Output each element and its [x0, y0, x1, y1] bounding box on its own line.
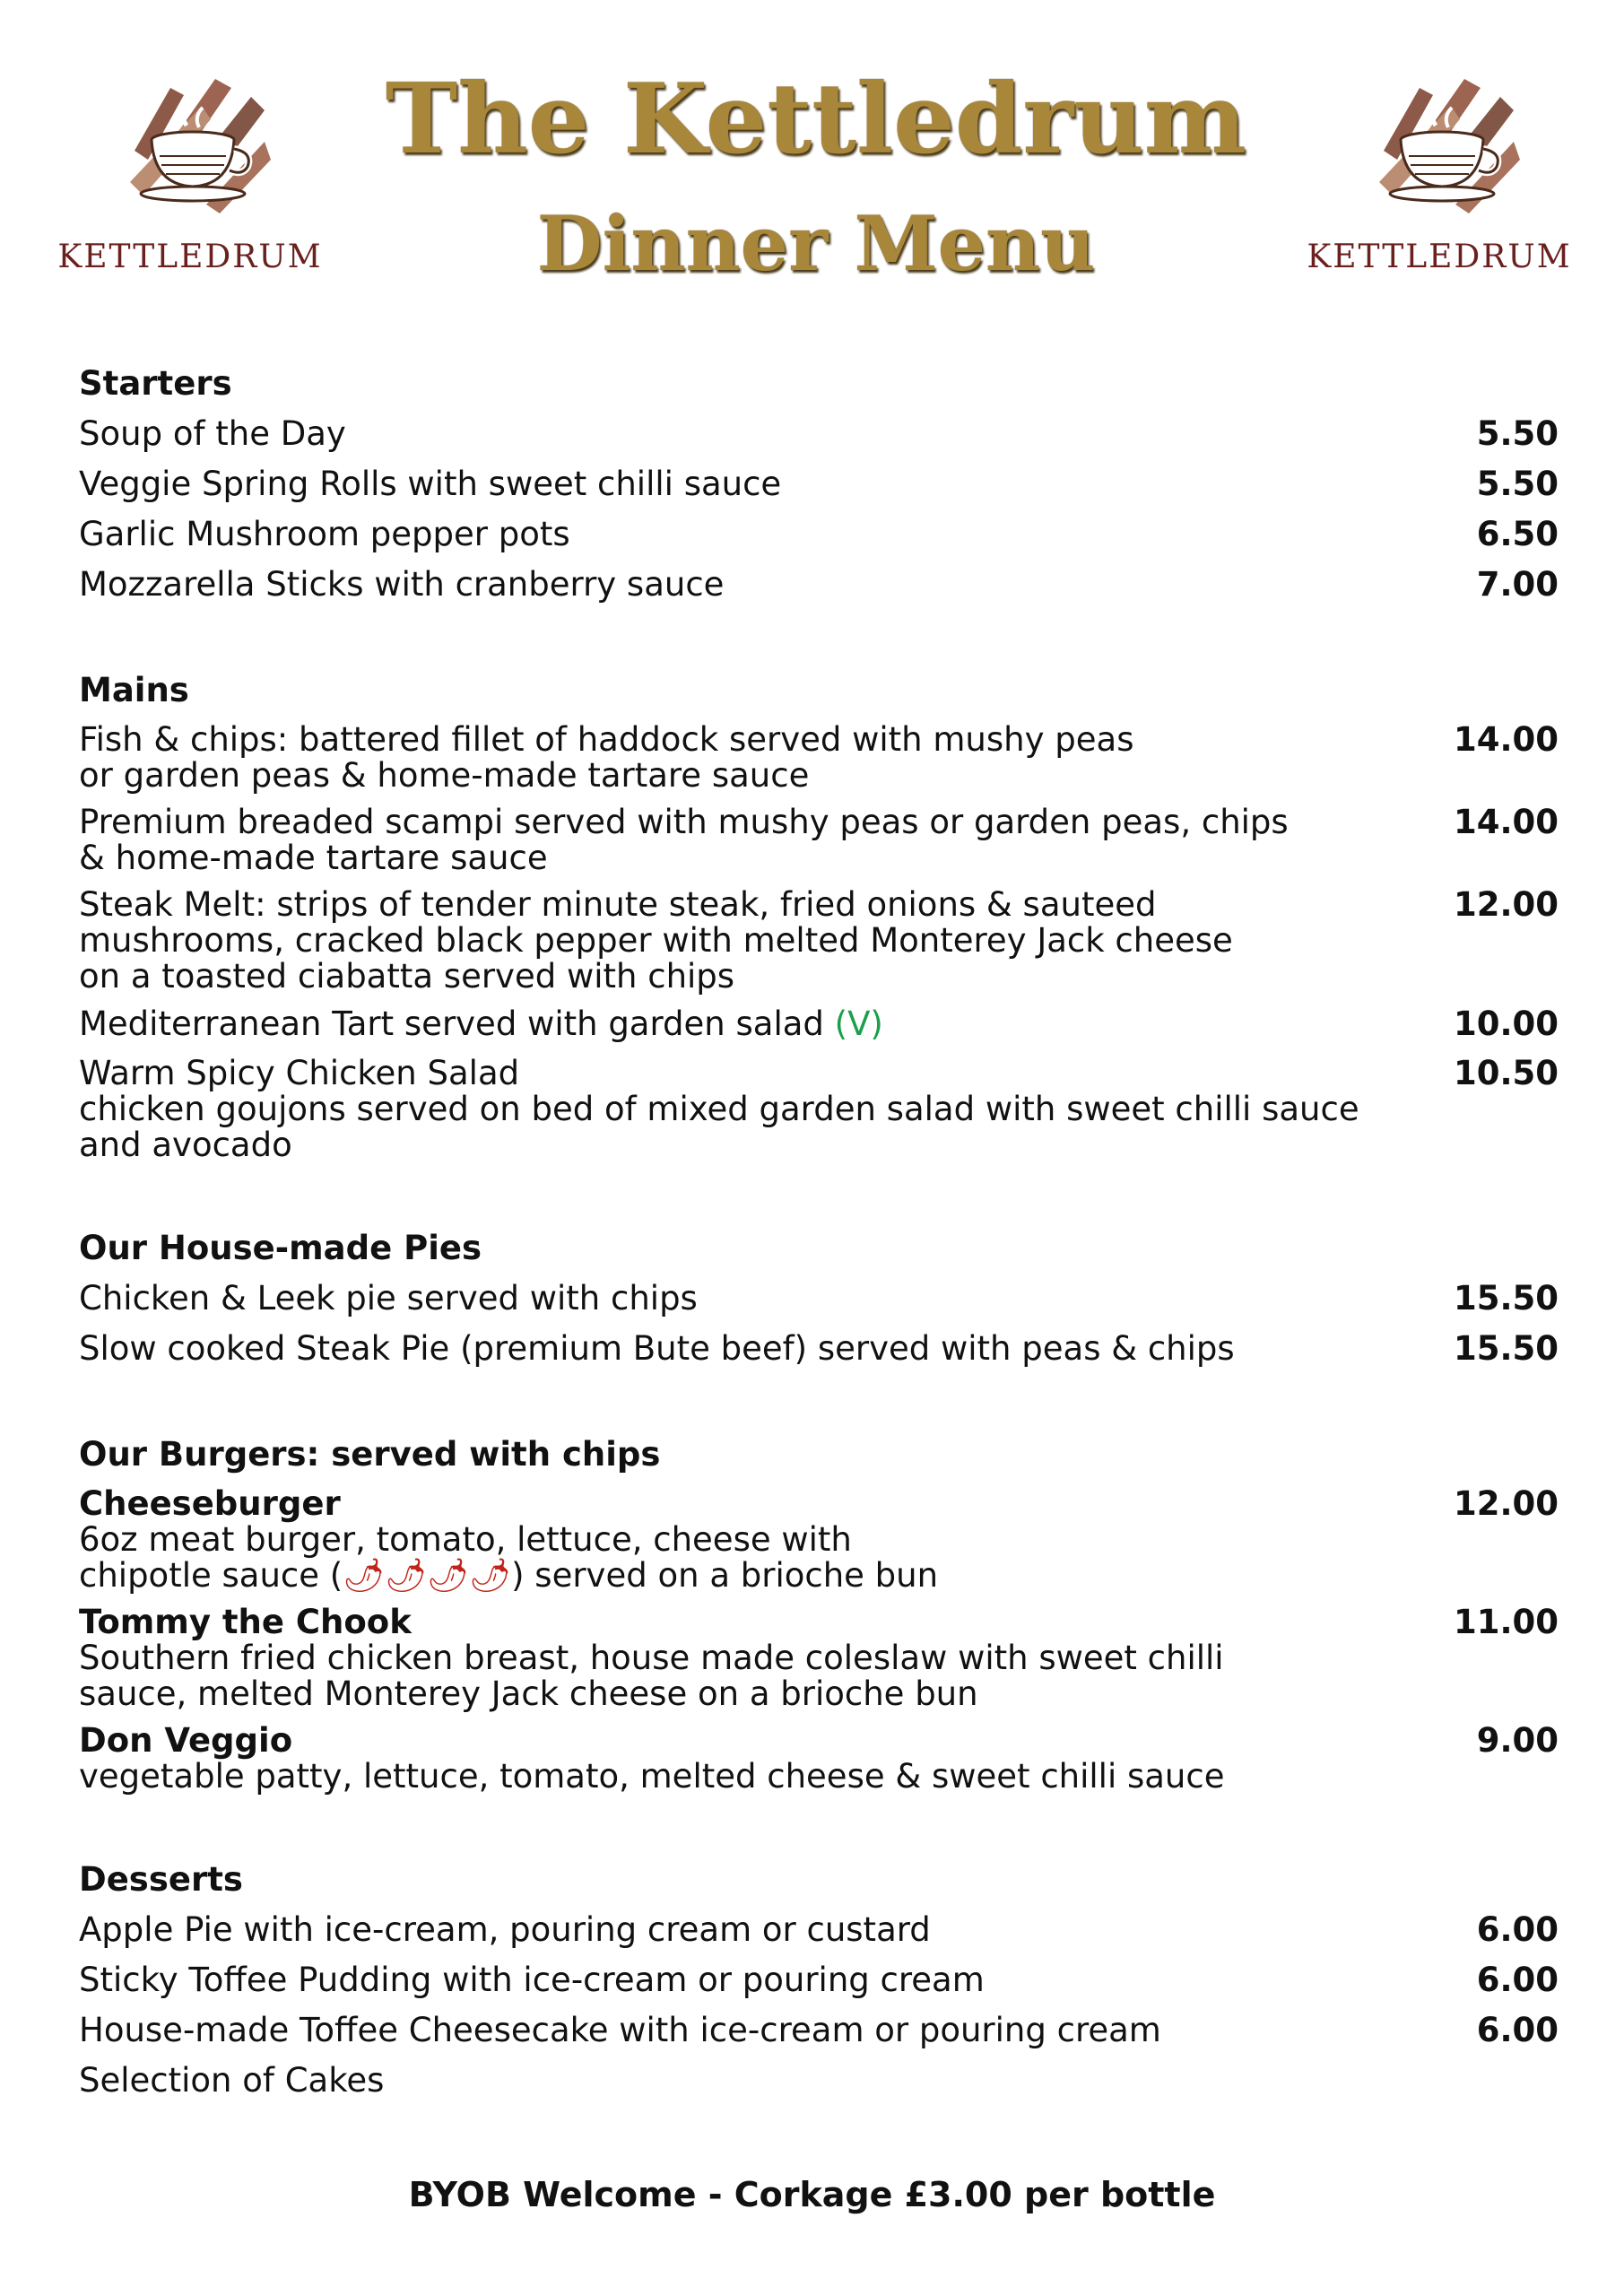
- item-price: 5.50: [1476, 465, 1559, 503]
- item-name: Cheeseburger: [79, 1484, 341, 1523]
- item-name: Soup of the Day: [79, 414, 346, 453]
- item-line: ) served on a brioche bun: [511, 1556, 939, 1595]
- menu-item: [79, 509, 1559, 560]
- menu-item: [79, 560, 1559, 610]
- item-name: Sticky Toffee Pudding with ice-cream or pouring cream: [79, 1961, 985, 1999]
- menu-item: [79, 1324, 1559, 1374]
- item-name: Veggie Spring Rolls with sweet chilli sauce: [79, 465, 782, 503]
- page-title: The Kettledrum: [385, 63, 1247, 176]
- menu-item: [79, 1955, 1559, 2005]
- item-line: mushrooms, cracked black pepper with melted Monterey Jack cheese: [79, 921, 1233, 960]
- section-title: Starters: [79, 364, 232, 403]
- item-name: Garlic Mushroom pepper pots: [79, 515, 570, 553]
- item-name: Mozzarella Sticks with cranberry sauce: [79, 565, 725, 604]
- item-price: 12.00: [1453, 885, 1559, 924]
- coffee-cup-icon: [117, 70, 274, 218]
- chilli-icon: 🌶🌶🌶🌶: [343, 1556, 512, 1595]
- item-line: or garden peas & home-made tartare sauce: [79, 756, 810, 795]
- item-price: 10.50: [1453, 1054, 1559, 1092]
- item-name: Apple Pie with ice-cream, pouring cream or custard: [79, 1910, 931, 1949]
- logo-text: KETTLEDRUM: [1307, 239, 1572, 275]
- item-line: chicken goujons served on bed of mixed garden salad with sweet chilli sauce: [79, 1090, 1359, 1128]
- menu-body: [79, 359, 1559, 2106]
- menu-item: [79, 1480, 1559, 1598]
- item-line: sauce, melted Monterey Jack cheese on a brioche bun: [79, 1674, 978, 1713]
- item-line: Premium breaded scampi served with mushy peas or garden peas, chips: [79, 803, 1289, 841]
- logo-right: [1305, 70, 1574, 285]
- item-name: Tommy the Chook: [79, 1603, 412, 1641]
- item-price: 14.00: [1453, 803, 1559, 841]
- section-title: Mains: [79, 671, 189, 709]
- logo-text: KETTLEDRUM: [57, 239, 323, 275]
- item-price: 11.00: [1453, 1603, 1559, 1641]
- item-line: 6oz meat burger, tomato, lettuce, cheese with: [79, 1520, 852, 1559]
- menu-item: [79, 459, 1559, 509]
- item-line: vegetable patty, lettuce, tomato, melted cheese & sweet chilli sauce: [79, 1757, 1225, 1796]
- menu-item: [79, 881, 1559, 999]
- section-mains: [79, 665, 1559, 1168]
- item-price: 6.00: [1476, 2011, 1559, 2049]
- item-line: Fish & chips: battered fillet of haddock served with mushy peas: [79, 720, 1134, 759]
- item-name: Selection of Cakes: [79, 2061, 385, 2100]
- item-price: 6.00: [1476, 1910, 1559, 1949]
- item-line: Warm Spicy Chicken Salad: [79, 1054, 520, 1092]
- section-title: Our House-made Pies: [79, 1229, 482, 1267]
- footer-note: BYOB Welcome - Corkage £3.00 per bottle: [408, 2175, 1216, 2214]
- menu-item: [79, 1598, 1559, 1717]
- item-name: Don Veggio: [79, 1721, 293, 1760]
- item-name: Slow cooked Steak Pie (premium Bute beef) served with peas & chips: [79, 1329, 1235, 1368]
- menu-item: [79, 1717, 1559, 1799]
- logo-left: [56, 70, 325, 285]
- item-line: chipotle sauce (: [79, 1556, 343, 1595]
- menu-item: [79, 2056, 1559, 2106]
- item-price: 10.00: [1453, 1004, 1559, 1043]
- menu-item: [79, 2005, 1559, 2056]
- section-title: Desserts: [79, 1860, 243, 1899]
- section-pies: [79, 1223, 1559, 1374]
- item-price: 7.00: [1476, 565, 1559, 604]
- item-price: 6.00: [1476, 1961, 1559, 1999]
- item-price: 9.00: [1476, 1721, 1559, 1760]
- item-name: House-made Toffee Cheesecake with ice-cream or pouring cream: [79, 2011, 1161, 2049]
- menu-item: [79, 716, 1559, 798]
- coffee-cup-icon: [1366, 70, 1523, 218]
- menu-item: [79, 409, 1559, 459]
- section-title: Our Burgers: served with chips: [79, 1435, 661, 1474]
- item-price: 5.50: [1476, 414, 1559, 453]
- section-burgers: [79, 1430, 1559, 1799]
- section-desserts: [79, 1855, 1559, 2106]
- menu-item: [79, 798, 1559, 881]
- item-price: 15.50: [1453, 1329, 1559, 1368]
- item-line: Southern fried chicken breast, house made coleslaw with sweet chilli: [79, 1639, 1224, 1677]
- section-starters: [79, 359, 1559, 610]
- item-name: Chicken & Leek pie served with chips: [79, 1279, 698, 1318]
- menu-item: [79, 1049, 1559, 1168]
- menu-item: [79, 1905, 1559, 1955]
- vegetarian-tag: (V): [834, 1004, 883, 1043]
- item-price: 12.00: [1453, 1484, 1559, 1523]
- item-line: and avocado: [79, 1126, 292, 1164]
- item-line: & home-made tartare sauce: [79, 839, 548, 877]
- item-line: on a toasted ciabatta served with chips: [79, 957, 735, 996]
- item-price: 14.00: [1453, 720, 1559, 759]
- item-name: Mediterranean Tart served with garden salad: [79, 1004, 824, 1043]
- item-price: 6.50: [1476, 515, 1559, 553]
- item-price: 15.50: [1453, 1279, 1559, 1318]
- menu-item: [79, 1274, 1559, 1324]
- item-line: Steak Melt: strips of tender minute steak, fried onions & sauteed: [79, 885, 1157, 924]
- menu-item: [79, 999, 1559, 1049]
- page-subtitle: Dinner Menu: [536, 199, 1096, 288]
